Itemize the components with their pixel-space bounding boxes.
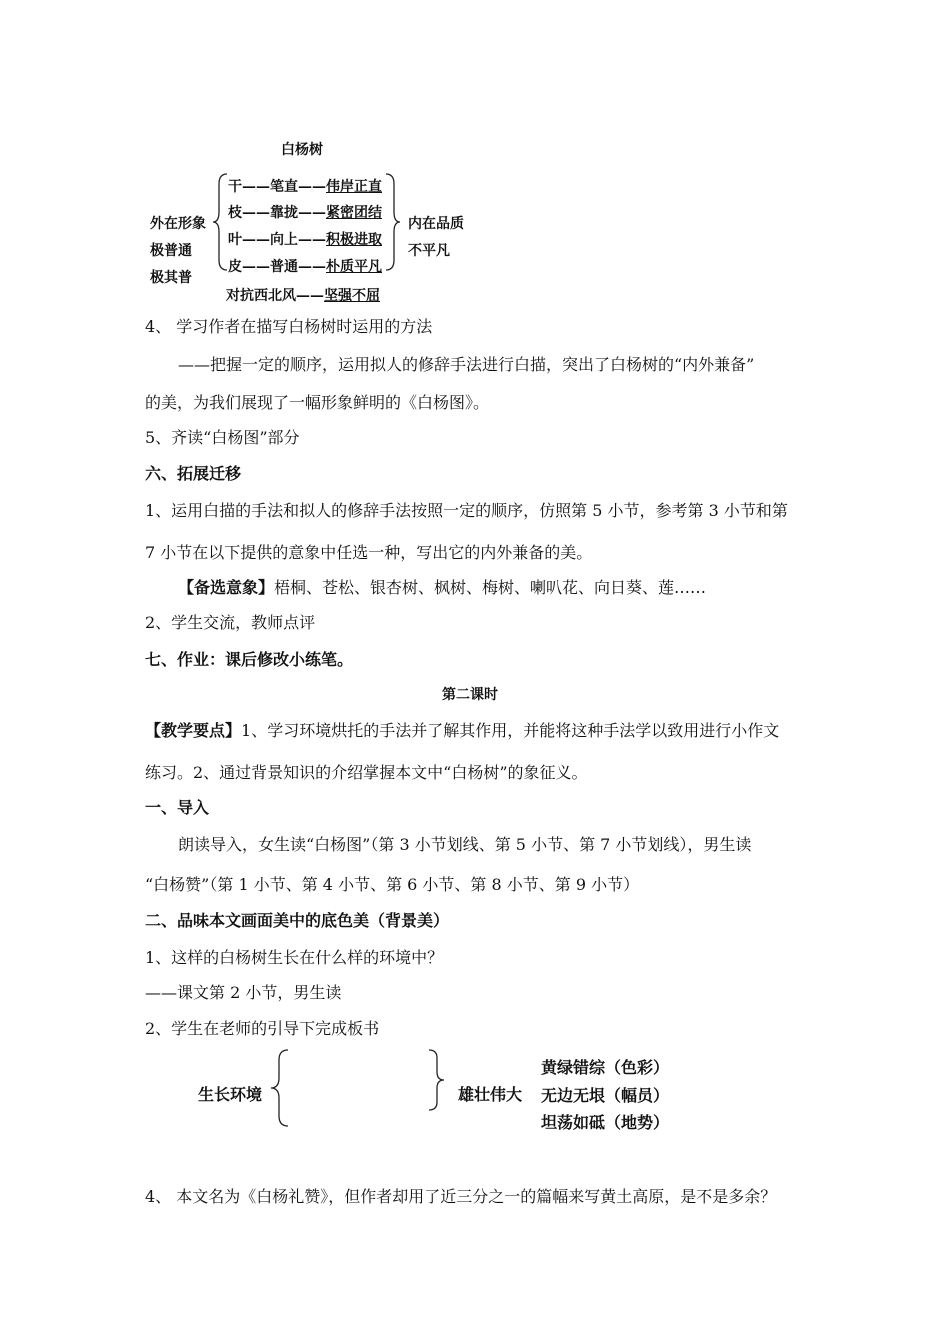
row-1 bbox=[228, 176, 382, 196]
diagram2-right-1: 黄绿错综（色彩） bbox=[541, 1058, 670, 1077]
part-1-heading: 一、导入 bbox=[145, 798, 210, 817]
key-points-label: 【教学要点】 bbox=[145, 721, 242, 740]
diagram2-right-3: 坦荡如砥（地势） bbox=[541, 1113, 670, 1132]
row-2-quality: 紧密团结 bbox=[326, 205, 382, 221]
diagram2-right-brace bbox=[427, 1048, 449, 1112]
item-4-answer-line-2: 的美，为我们展现了一幅形象鲜明的《白杨图》。 bbox=[145, 393, 490, 412]
item-4-answer-line-1: ——把握一定的顺序，运用拟人的修辞手法进行白描，突出了白杨树的“内外兼备” bbox=[178, 355, 755, 374]
row-1-quality: 伟岸正直 bbox=[326, 179, 382, 195]
final-item: 4、 本文名为《白杨礼赞》，但作者却用了近三分之一的篇幅来写黄土高原，是不是多余？ bbox=[145, 1187, 777, 1206]
inner-label-1: 内在品质 bbox=[408, 216, 464, 232]
row-3-quality: 积极进取 bbox=[326, 232, 382, 248]
row-1-part: 干——笔直—— bbox=[228, 179, 326, 195]
row-4-quality: 朴质平凡 bbox=[326, 259, 382, 275]
row-2-part: 枝——靠拢—— bbox=[228, 205, 326, 221]
bottom-row-part: 对抗西北风—— bbox=[226, 288, 324, 304]
diagram2-left-brace bbox=[270, 1048, 292, 1128]
bottom-row-quality: 坚强不屈 bbox=[324, 288, 380, 304]
diagram2-left: 生长环境 bbox=[198, 1085, 263, 1104]
key-points-line-1 bbox=[145, 718, 779, 741]
part-1-line-1: 朗读导入，女生读“白杨图”（第 3 小节划线、第 5 小节、第 7 小节划线），男生读 bbox=[178, 835, 752, 854]
row-4 bbox=[228, 256, 382, 276]
row-3-part: 叶——向上—— bbox=[228, 232, 326, 248]
bottom-row bbox=[226, 285, 380, 305]
diagram2-right-2: 无边无垠（幅员） bbox=[541, 1086, 670, 1105]
row-3 bbox=[228, 229, 382, 249]
diagram2-middle: 雄壮伟大 bbox=[458, 1085, 523, 1104]
section-six-item-1-line-2: 7 小节在以下提供的意象中任选一种，写出它的内外兼备的美。 bbox=[145, 543, 593, 562]
options-line bbox=[178, 575, 706, 598]
lesson-2-title: 第二课时 bbox=[442, 687, 498, 703]
part-2-item-1-answer: ——课文第 2 小节，男生读 bbox=[145, 983, 342, 1002]
part-1-line-2: “白杨赞”（第 1 小节、第 4 小节、第 6 小节、第 8 小节、第 9 小节） bbox=[145, 875, 640, 894]
outer-label-1: 外在形象 bbox=[150, 216, 206, 232]
key-points-line-2: 练习。2、通过背景知识的介绍掌握本文中“白杨树”的象征义。 bbox=[145, 763, 588, 782]
outer-label-2: 极普通 bbox=[150, 243, 192, 259]
options-list: 梧桐、苍松、银杏树、枫树、梅树、喇叭花、向日葵、莲…… bbox=[274, 578, 707, 597]
section-seven-heading: 七、作业：课后修改小练笔。 bbox=[145, 650, 354, 669]
inner-label-2: 不平凡 bbox=[408, 243, 450, 259]
section-six-heading: 六、拓展迁移 bbox=[145, 464, 242, 483]
section-six-item-1-line-1: 1、运用白描的手法和拟人的修辞手法按照一定的顺序，仿照第 5 小节，参考第 3 小节和第 bbox=[145, 501, 788, 520]
row-4-part: 皮——普通—— bbox=[228, 259, 326, 275]
part-2-heading: 二、品味本文画面美中的底色美（背景美） bbox=[145, 911, 450, 930]
key-points-text: 1、学习环境烘托的手法并了解其作用，并能将这种手法学以致用进行小作文 bbox=[241, 721, 780, 740]
outer-label-3: 极其普 bbox=[150, 270, 192, 286]
item-4: 4、 学习作者在描写白杨树时运用的方法 bbox=[145, 317, 433, 336]
item-5: 5、齐读“白杨图”部分 bbox=[145, 428, 300, 447]
part-2-item-2: 2、学生在老师的引导下完成板书 bbox=[145, 1019, 380, 1038]
part-2-item-1: 1、这样的白杨树生长在什么样的环境中？ bbox=[145, 948, 444, 967]
options-label: 【备选意象】 bbox=[178, 578, 275, 597]
diagram-title: 白杨树 bbox=[281, 142, 323, 158]
row-2 bbox=[228, 202, 382, 222]
section-six-item-2: 2、学生交流，教师点评 bbox=[145, 613, 316, 632]
right-brace bbox=[386, 172, 406, 272]
